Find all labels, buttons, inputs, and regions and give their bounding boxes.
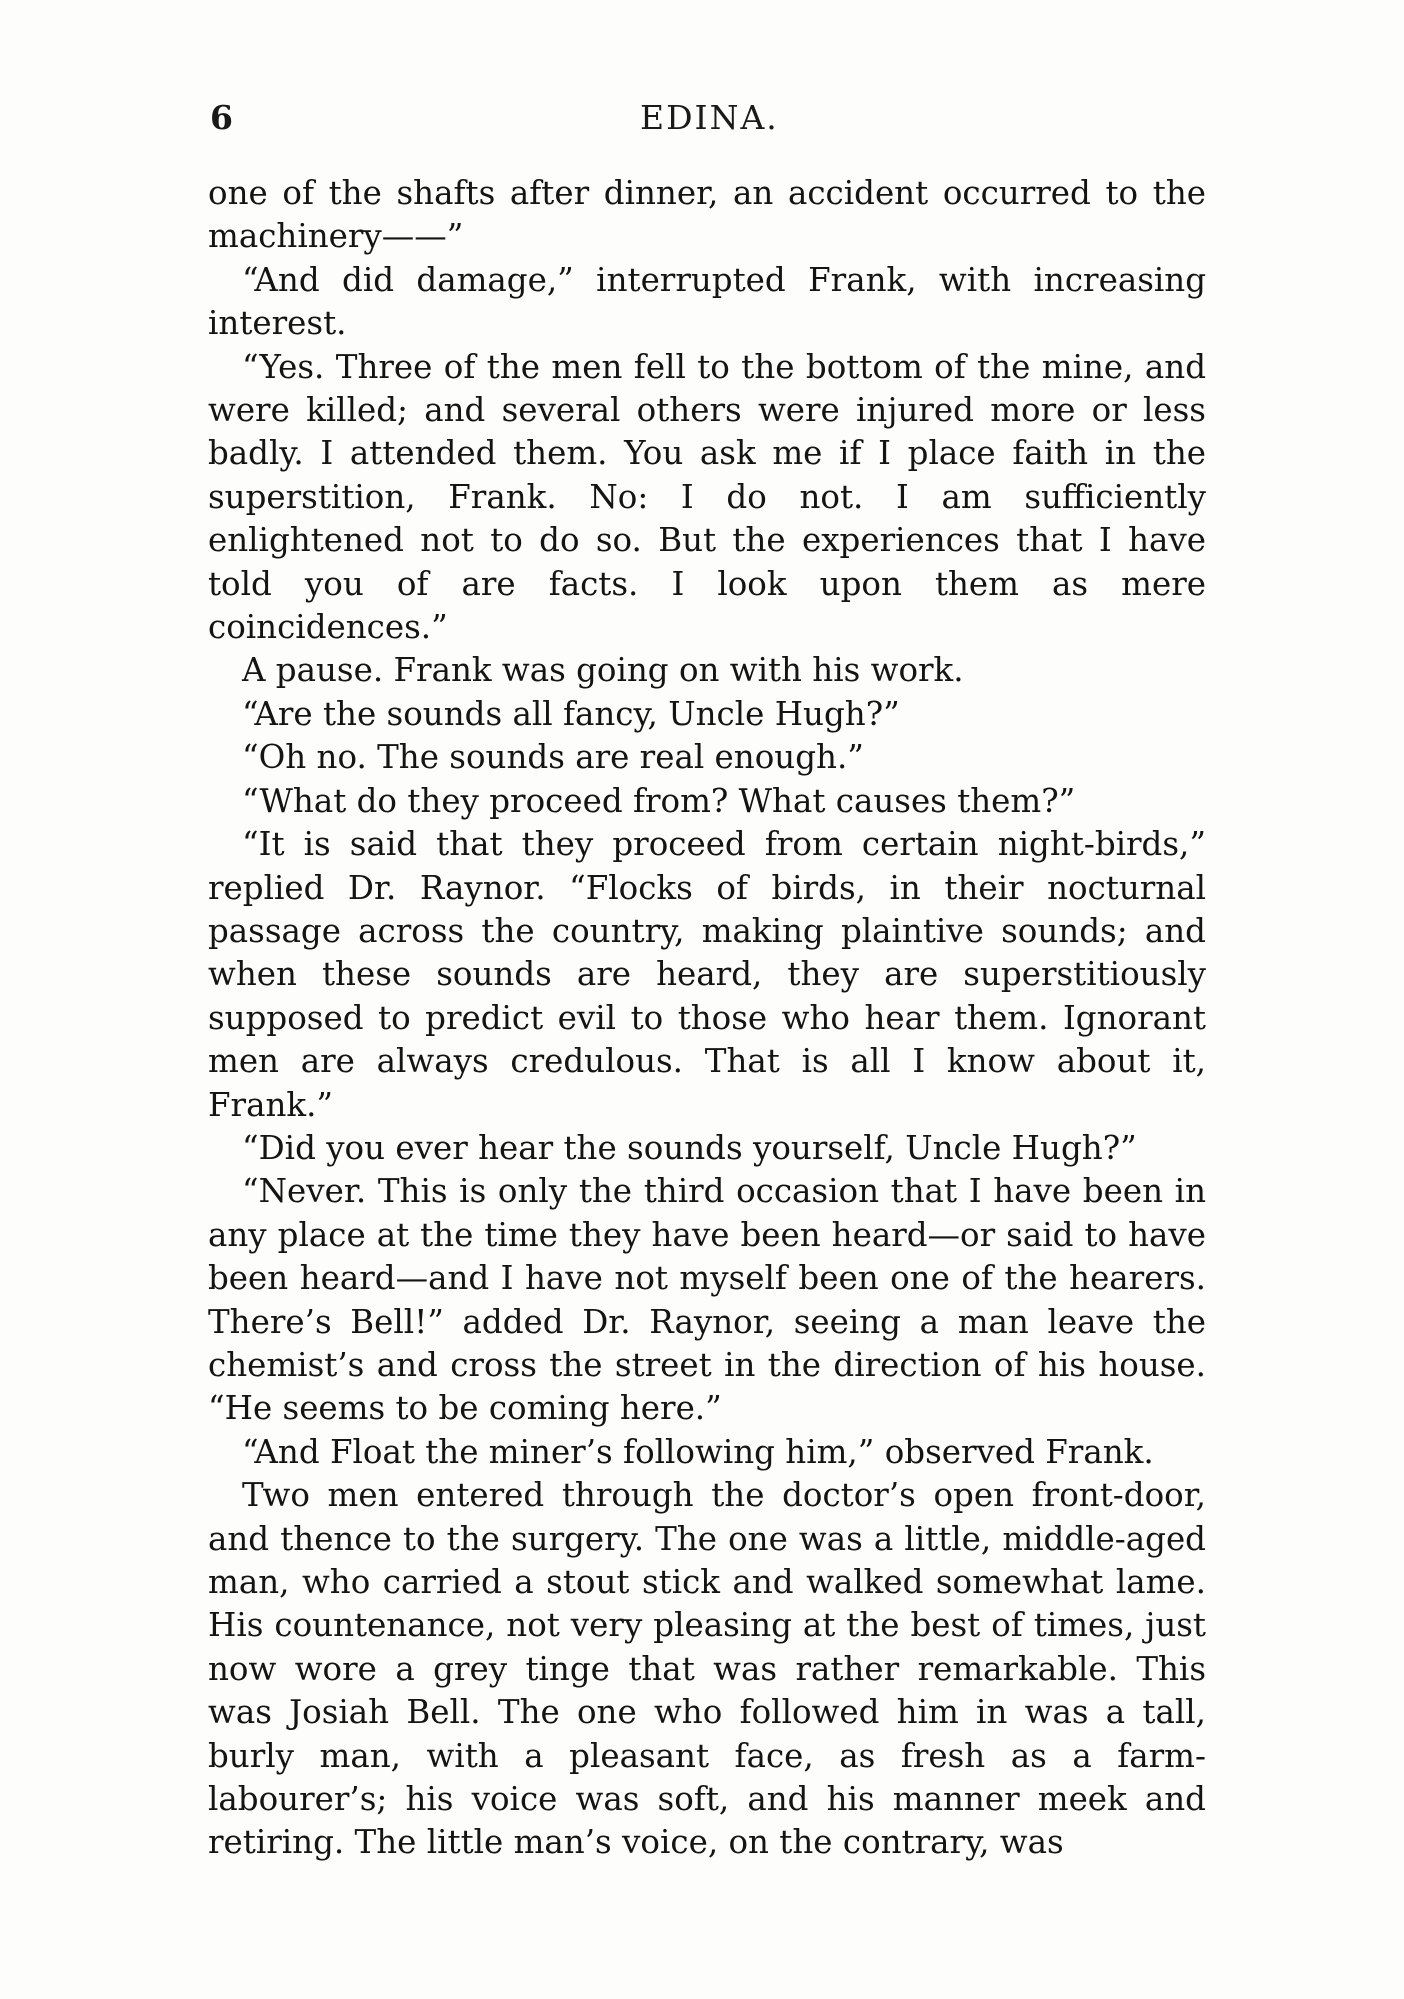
paragraph: “Did you ever hear the sounds yourself, Uncle Hugh?” (242, 1128, 1137, 1167)
paragraph: one of the shafts after dinner, an accident occurred to the machinery——” (208, 174, 1206, 256)
page-header (210, 98, 1210, 148)
paragraph: “And Float the miner’s following him,” observed Frank. (242, 1432, 1154, 1471)
paragraph: “And did damage,” interrupted Frank, with increasing interest. (208, 260, 1206, 343)
paragraph: A pause. Frank was going on with his work. (242, 651, 964, 690)
paragraph: “Yes. Three of the men fell to the bottom of the mine, and were killed; and several others were injured more or less badly. I attended them. You ask me if I place faith in the superstition, Frank. No: I do not. I am sufficiently enlightened not to do so. But the experiences that I have told you of are facts. I look upon them as mere coincidences.” (208, 347, 1206, 647)
paragraph: “Are the sounds all fancy, Uncle Hugh?” (242, 694, 900, 733)
paragraph: “Never. This is only the third occasion that I have been in any place at the time they have been heard—or said to have been heard—and I have not myself been one of the hearers. There’s Bell!” added Dr. Raynor, seeing a man leave the chemist’s and cross the street in the direction of his house. “He seems to be coming here.” (208, 1172, 1206, 1428)
paragraph: “What do they proceed from? What causes them?” (242, 781, 1076, 820)
running-title: EDINA. (640, 98, 779, 137)
paragraph: Two men entered through the doctor’s open front-door, and thence to the surgery. The one was a little, middle-aged man, who carried a stout stick and walked somewhat lame. His countenance, not very pleasing at the best of times, just now wore a grey tinge that was rather remarkable. This was Josiah Bell. The one who followed him in was a tall, burly man, with a pleasant face, as fresh as a farm-labourer’s; his voice was soft, and his manner meek and retiring. The little man’s voice, on the contrary, was (208, 1476, 1206, 1862)
body-text (208, 172, 1206, 1865)
page-number: 6 (210, 98, 233, 137)
paragraph: “Oh no. The sounds are real enough.” (242, 738, 864, 777)
paragraph: “It is said that they proceed from certain night-birds,” replied Dr. Raynor. “Flocks of birds, in their nocturnal passage across the country, making plaintive sounds; and when these sounds are heard, they are superstitiously supposed to predict evil to those who hear them. Ignorant men are always credulous. That is all I know about it, Frank.” (208, 825, 1206, 1124)
